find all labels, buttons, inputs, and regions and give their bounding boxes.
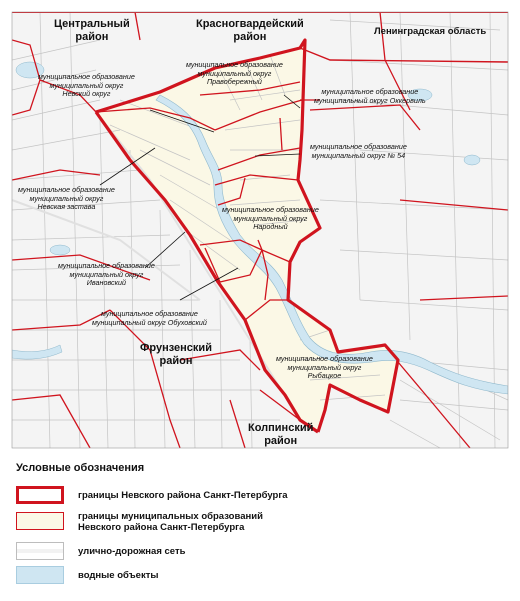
muni-okkervil-line1: муниципальное образование [321, 87, 419, 96]
muni-pravoberezhny-line3: Правобережный [206, 77, 262, 87]
legend-text-district-border: границы Невского района Санкт-Петербурга [78, 490, 288, 501]
muni-nevsky-line3: Невский округ [62, 89, 111, 99]
district-border-swatch [16, 486, 64, 504]
muni-narodny-line3: Народный [253, 222, 288, 232]
legend-item-water [16, 566, 516, 588]
district-central-line2: район [75, 31, 109, 43]
district-kolpinsky-line1: Колпинский [248, 422, 314, 434]
oblast-label: Ленинградская область [374, 26, 487, 37]
legend-item-roads [16, 542, 516, 564]
district-central [54, 18, 130, 44]
muni-no54-label [310, 143, 407, 160]
district-frunzensky-line2: район [159, 355, 193, 367]
district-frunzensky-line1: Фрунзенский [140, 342, 212, 354]
muni-rybatskoe-line3: Рыбацкое [307, 371, 342, 381]
muni-no54-line1: муниципальное образование [310, 142, 407, 151]
district-krasnogvard-line1: Красногвардейский [196, 18, 304, 30]
roads-swatch [16, 542, 64, 560]
legend-text-water: водные объекты [78, 570, 159, 581]
muni-ivanovsky-line2: муниципальный округ [69, 269, 144, 279]
district-krasnogvard-line2: район [233, 31, 267, 43]
muni-nevskaya-zastava-line2: муниципальный округ [29, 193, 104, 203]
district-krasnogvard [196, 18, 304, 44]
muni-pravoberezhny-line2: муниципальный округ [197, 68, 272, 78]
district-kolpinsky-line2: район [264, 435, 298, 447]
muni-pravoberezhny-line1: муниципальное образование [186, 60, 283, 69]
muni-narodny-label [222, 206, 319, 232]
muni-rybatskoe-label [276, 355, 373, 381]
muni-nevskaya-zastava-line1: муниципальное образование [18, 185, 115, 194]
muni-ivanovsky-label [58, 262, 155, 288]
muni-ivanovsky-line3: Ивановский [86, 278, 127, 288]
legend-title: Условные обозначения [16, 462, 145, 474]
muni-nevsky-label [38, 73, 135, 99]
muni-nevsky-line2: муниципальный округ [49, 80, 124, 90]
water-swatch [16, 566, 64, 584]
muni-okkervil-line2: муниципальный округ Оккервиль [314, 95, 426, 105]
district-kolpinsky [248, 422, 313, 448]
muni-border-swatch [16, 512, 64, 530]
muni-obukhovsky-line1: муниципальное образование [101, 309, 198, 318]
muni-rybatskoe-line2: муниципальный округ [287, 362, 362, 372]
district-frunzensky [140, 342, 212, 368]
legend-text-roads: улично-дорожная сеть [78, 546, 186, 557]
legend-item-muni-border [16, 512, 516, 538]
muni-ivanovsky-line1: муниципальное образование [58, 261, 155, 270]
legend [0, 450, 520, 601]
muni-okkervil-label [314, 88, 426, 105]
muni-nevskaya-zastava-label [18, 186, 115, 212]
muni-obukhovsky-line2: муниципальный округ Обуховский [92, 317, 207, 327]
muni-nevskaya-zastava-line3: Невская застава [37, 202, 96, 212]
muni-no54-line2: муниципальный округ № 54 [311, 150, 406, 160]
muni-pravoberezhny-label [186, 61, 283, 87]
district-central-line1: Центральный [54, 18, 130, 30]
muni-narodny-line2: муниципальный округ [233, 213, 308, 223]
muni-obukhovsky-label [92, 310, 207, 327]
muni-nevsky-line1: муниципальное образование [38, 72, 135, 81]
legend-item-district-border [16, 486, 516, 508]
muni-narodny-line1: муниципальное образование [222, 205, 319, 214]
legend-text-muni-border: границы муниципальных образований Невского района Санкт-Петербурга [78, 511, 263, 533]
muni-rybatskoe-line1: муниципальное образование [276, 354, 373, 363]
